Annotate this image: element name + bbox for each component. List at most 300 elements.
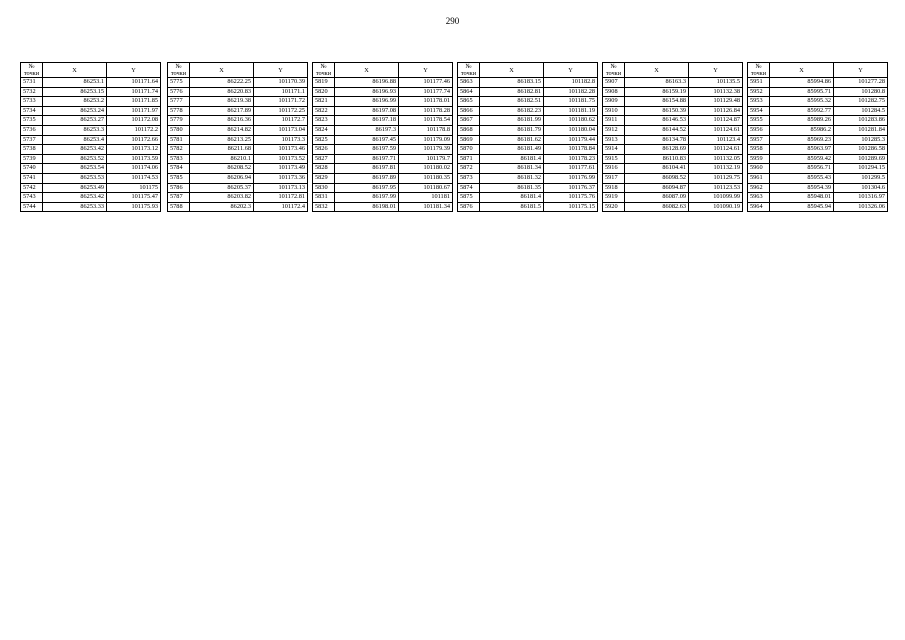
y-coordinate-cell: 101173.04 <box>254 125 308 135</box>
x-coordinate-cell: 86182.81 <box>480 87 544 97</box>
x-coordinate-cell: 86181.34 <box>480 164 544 174</box>
y-coordinate-cell: 101099.99 <box>689 193 743 203</box>
y-coordinate-cell: 101171.97 <box>107 106 161 116</box>
x-coordinate-cell: 86210.1 <box>190 154 254 164</box>
y-coordinate-cell: 101173.13 <box>254 183 308 193</box>
y-coordinate-cell: 101316.97 <box>834 193 888 203</box>
y-coordinate-cell: 101175.76 <box>544 193 598 203</box>
point-number-cell: 5785 <box>168 173 190 183</box>
y-coordinate-cell: 101299.5 <box>834 173 888 183</box>
y-coordinate-cell: 101177.61 <box>544 164 598 174</box>
table-row <box>748 135 888 145</box>
x-coordinate-cell: 85956.71 <box>770 164 834 174</box>
column-header-point-number: № точки <box>313 63 335 78</box>
point-number-cell: 5832 <box>313 202 335 212</box>
table-row <box>168 78 308 88</box>
y-coordinate-cell: 101173.46 <box>254 145 308 155</box>
y-coordinate-cell: 101174.06 <box>107 164 161 174</box>
x-coordinate-cell: 85992.77 <box>770 106 834 116</box>
y-coordinate-cell: 101180.02 <box>399 164 453 174</box>
column-header-y: Y <box>834 63 888 78</box>
x-coordinate-cell: 86253.54 <box>43 164 107 174</box>
column-header-y: Y <box>544 63 598 78</box>
table-row <box>168 87 308 97</box>
x-coordinate-cell: 85989.26 <box>770 116 834 126</box>
x-coordinate-cell: 86110.83 <box>625 154 689 164</box>
x-coordinate-cell: 86197.71 <box>335 154 399 164</box>
y-coordinate-cell: 101180.67 <box>399 183 453 193</box>
table-row <box>603 145 743 155</box>
y-coordinate-cell: 101280.8 <box>834 87 888 97</box>
y-coordinate-cell: 101283.86 <box>834 116 888 126</box>
x-coordinate-cell: 86197.95 <box>335 183 399 193</box>
y-coordinate-cell: 101171.64 <box>107 78 161 88</box>
x-coordinate-cell: 86205.37 <box>190 183 254 193</box>
point-number-cell: 5743 <box>21 193 43 203</box>
point-number-cell: 5959 <box>748 154 770 164</box>
x-coordinate-cell: 86150.39 <box>625 106 689 116</box>
table-row <box>168 154 308 164</box>
column-header-x: X <box>43 63 107 78</box>
point-number-cell: 5734 <box>21 106 43 116</box>
column-header-x: X <box>625 63 689 78</box>
x-coordinate-cell: 86253.2 <box>43 97 107 107</box>
y-coordinate-cell: 101173.59 <box>107 154 161 164</box>
x-coordinate-cell: 86197.3 <box>335 125 399 135</box>
y-coordinate-cell: 101090.19 <box>689 202 743 212</box>
table-row <box>168 164 308 174</box>
point-number-cell: 5912 <box>603 125 625 135</box>
table-row <box>458 87 598 97</box>
y-coordinate-cell: 101172.81 <box>254 193 308 203</box>
point-number-cell: 5733 <box>21 97 43 107</box>
x-coordinate-cell: 86216.36 <box>190 116 254 126</box>
table-row <box>748 183 888 193</box>
table-row <box>603 154 743 164</box>
point-number-cell: 5958 <box>748 145 770 155</box>
x-coordinate-cell: 86197.81 <box>335 164 399 174</box>
x-coordinate-cell: 86163.3 <box>625 78 689 88</box>
y-coordinate-cell: 101124.87 <box>689 116 743 126</box>
y-coordinate-cell: 101173.49 <box>254 164 308 174</box>
point-number-cell: 5783 <box>168 154 190 164</box>
table-row <box>748 154 888 164</box>
x-coordinate-cell: 85963.97 <box>770 145 834 155</box>
point-number-cell: 5775 <box>168 78 190 88</box>
y-coordinate-cell: 101126.84 <box>689 106 743 116</box>
y-coordinate-cell: 101173.36 <box>254 173 308 183</box>
y-coordinate-cell: 101174.53 <box>107 173 161 183</box>
x-coordinate-cell: 86208.52 <box>190 164 254 174</box>
x-coordinate-cell: 86253.53 <box>43 173 107 183</box>
point-number-cell: 5779 <box>168 116 190 126</box>
point-number-cell: 5956 <box>748 125 770 135</box>
x-coordinate-cell: 86253.3 <box>43 125 107 135</box>
x-coordinate-cell: 86197.18 <box>335 116 399 126</box>
y-coordinate-cell: 101179.09 <box>399 135 453 145</box>
table-row <box>313 154 453 164</box>
coordinate-tables <box>20 62 890 627</box>
x-coordinate-cell: 86181.5 <box>480 202 544 212</box>
y-coordinate-cell: 101180.62 <box>544 116 598 126</box>
table-row <box>748 145 888 155</box>
x-coordinate-cell: 86183.15 <box>480 78 544 88</box>
y-coordinate-cell: 101282.75 <box>834 97 888 107</box>
y-coordinate-cell: 101179.39 <box>399 145 453 155</box>
table-row <box>168 145 308 155</box>
point-number-cell: 5874 <box>458 183 480 193</box>
x-coordinate-cell: 85959.42 <box>770 154 834 164</box>
table-row <box>313 135 453 145</box>
table-row <box>21 87 161 97</box>
table-row <box>603 106 743 116</box>
table-row <box>313 145 453 155</box>
table-row <box>748 106 888 116</box>
x-coordinate-cell: 86217.89 <box>190 106 254 116</box>
y-coordinate-cell: 101171.85 <box>107 97 161 107</box>
coordinate-table <box>602 62 743 212</box>
point-number-cell: 5831 <box>313 193 335 203</box>
point-number-cell: 5876 <box>458 202 480 212</box>
point-number-cell: 5960 <box>748 164 770 174</box>
table-row <box>748 116 888 126</box>
y-coordinate-cell: 101285.3 <box>834 135 888 145</box>
table-row <box>603 193 743 203</box>
table-row <box>313 164 453 174</box>
point-number-cell: 5915 <box>603 154 625 164</box>
table-row <box>313 87 453 97</box>
table-row <box>458 164 598 174</box>
table-row <box>168 193 308 203</box>
x-coordinate-cell: 86219.38 <box>190 97 254 107</box>
table-row <box>168 97 308 107</box>
table-row <box>313 173 453 183</box>
point-number-cell: 5955 <box>748 116 770 126</box>
y-coordinate-cell: 101177.46 <box>399 78 453 88</box>
x-coordinate-cell: 86181.4 <box>480 193 544 203</box>
point-number-cell: 5957 <box>748 135 770 145</box>
y-coordinate-cell: 101124.61 <box>689 145 743 155</box>
point-number-cell: 5875 <box>458 193 480 203</box>
point-number-cell: 5739 <box>21 154 43 164</box>
column-header-point-number: № точки <box>748 63 770 78</box>
point-number-cell: 5777 <box>168 97 190 107</box>
point-number-cell: 5914 <box>603 145 625 155</box>
x-coordinate-cell: 86206.94 <box>190 173 254 183</box>
y-coordinate-cell: 101181.34 <box>399 202 453 212</box>
x-coordinate-cell: 86211.68 <box>190 145 254 155</box>
table-row <box>458 154 598 164</box>
y-coordinate-cell: 101277.28 <box>834 78 888 88</box>
point-number-cell: 5784 <box>168 164 190 174</box>
point-number-cell: 5823 <box>313 116 335 126</box>
point-number-cell: 5909 <box>603 97 625 107</box>
y-coordinate-cell: 101179.44 <box>544 135 598 145</box>
y-coordinate-cell: 101182.28 <box>544 87 598 97</box>
point-number-cell: 5738 <box>21 145 43 155</box>
x-coordinate-cell: 86181.35 <box>480 183 544 193</box>
point-number-cell: 5869 <box>458 135 480 145</box>
point-number-cell: 5732 <box>21 87 43 97</box>
y-coordinate-cell: 101178.23 <box>544 154 598 164</box>
point-number-cell: 5962 <box>748 183 770 193</box>
column-header-y: Y <box>399 63 453 78</box>
y-coordinate-cell: 101178.84 <box>544 145 598 155</box>
y-coordinate-cell: 101304.6 <box>834 183 888 193</box>
column-header-point-number: № точки <box>603 63 625 78</box>
y-coordinate-cell: 101172.4 <box>254 202 308 212</box>
point-number-cell: 5731 <box>21 78 43 88</box>
y-coordinate-cell: 101181.75 <box>544 97 598 107</box>
table-row <box>21 202 161 212</box>
table-row <box>603 202 743 212</box>
table-row <box>748 97 888 107</box>
x-coordinate-cell: 86181.4 <box>480 154 544 164</box>
table-row <box>21 154 161 164</box>
point-number-cell: 5822 <box>313 106 335 116</box>
table-row <box>21 183 161 193</box>
y-coordinate-cell: 101135.5 <box>689 78 743 88</box>
y-coordinate-cell: 101129.48 <box>689 97 743 107</box>
table-row <box>21 173 161 183</box>
y-coordinate-cell: 101132.05 <box>689 154 743 164</box>
point-number-cell: 5824 <box>313 125 335 135</box>
point-number-cell: 5744 <box>21 202 43 212</box>
y-coordinate-cell: 101180.35 <box>399 173 453 183</box>
y-coordinate-cell: 101284.5 <box>834 106 888 116</box>
point-number-cell: 5873 <box>458 173 480 183</box>
y-coordinate-cell: 101175.47 <box>107 193 161 203</box>
point-number-cell: 5951 <box>748 78 770 88</box>
table-row <box>603 164 743 174</box>
table-row <box>458 135 598 145</box>
x-coordinate-cell: 86222.25 <box>190 78 254 88</box>
column-header-x: X <box>770 63 834 78</box>
table-row <box>21 193 161 203</box>
point-number-cell: 5735 <box>21 116 43 126</box>
point-number-cell: 5920 <box>603 202 625 212</box>
x-coordinate-cell: 86181.49 <box>480 145 544 155</box>
table-row <box>458 97 598 107</box>
point-number-cell: 5830 <box>313 183 335 193</box>
table-row <box>168 125 308 135</box>
y-coordinate-cell: 101129.75 <box>689 173 743 183</box>
point-number-cell: 5963 <box>748 193 770 203</box>
y-coordinate-cell: 101281.84 <box>834 125 888 135</box>
point-number-cell: 5736 <box>21 125 43 135</box>
x-coordinate-cell: 86154.88 <box>625 97 689 107</box>
y-coordinate-cell: 101175.93 <box>107 202 161 212</box>
x-coordinate-cell: 85994.86 <box>770 78 834 88</box>
y-coordinate-cell: 101177.74 <box>399 87 453 97</box>
table-row <box>21 125 161 135</box>
y-coordinate-cell: 101172.66 <box>107 135 161 145</box>
y-coordinate-cell: 101173.12 <box>107 145 161 155</box>
point-number-cell: 5871 <box>458 154 480 164</box>
x-coordinate-cell: 86253.52 <box>43 154 107 164</box>
point-number-cell: 5908 <box>603 87 625 97</box>
x-coordinate-cell: 86181.62 <box>480 135 544 145</box>
table-row <box>168 116 308 126</box>
point-number-cell: 5780 <box>168 125 190 135</box>
x-coordinate-cell: 86087.09 <box>625 193 689 203</box>
table-row <box>21 106 161 116</box>
x-coordinate-cell: 86202.3 <box>190 202 254 212</box>
x-coordinate-cell: 86197.45 <box>335 135 399 145</box>
y-coordinate-cell: 101180.04 <box>544 125 598 135</box>
point-number-cell: 5781 <box>168 135 190 145</box>
y-coordinate-cell: 101171.1 <box>254 87 308 97</box>
table-row <box>458 173 598 183</box>
y-coordinate-cell: 101172.25 <box>254 106 308 116</box>
point-number-cell: 5786 <box>168 183 190 193</box>
point-number-cell: 5910 <box>603 106 625 116</box>
table-row <box>21 135 161 145</box>
point-number-cell: 5778 <box>168 106 190 116</box>
x-coordinate-cell: 86098.52 <box>625 173 689 183</box>
table-row <box>313 193 453 203</box>
y-coordinate-cell: 101289.69 <box>834 154 888 164</box>
y-coordinate-cell: 101172.2 <box>107 125 161 135</box>
x-coordinate-cell: 86253.49 <box>43 183 107 193</box>
table-row <box>168 202 308 212</box>
table-row <box>313 202 453 212</box>
y-coordinate-cell: 101178.28 <box>399 106 453 116</box>
x-coordinate-cell: 86196.93 <box>335 87 399 97</box>
column-header-point-number: № точки <box>21 63 43 78</box>
table-row <box>168 106 308 116</box>
point-number-cell: 5827 <box>313 154 335 164</box>
y-coordinate-cell: 101176.99 <box>544 173 598 183</box>
column-header-y: Y <box>689 63 743 78</box>
x-coordinate-cell: 86197.99 <box>335 193 399 203</box>
x-coordinate-cell: 85995.71 <box>770 87 834 97</box>
y-coordinate-cell: 101123.53 <box>689 183 743 193</box>
x-coordinate-cell: 85955.43 <box>770 173 834 183</box>
point-number-cell: 5828 <box>313 164 335 174</box>
y-coordinate-cell: 101179.7 <box>399 154 453 164</box>
point-number-cell: 5737 <box>21 135 43 145</box>
y-coordinate-cell: 101172.7 <box>254 116 308 126</box>
x-coordinate-cell: 86104.41 <box>625 164 689 174</box>
x-coordinate-cell: 86181.32 <box>480 173 544 183</box>
table-row <box>168 183 308 193</box>
column-header-y: Y <box>107 63 161 78</box>
x-coordinate-cell: 85995.32 <box>770 97 834 107</box>
y-coordinate-cell: 101286.58 <box>834 145 888 155</box>
table-row <box>458 116 598 126</box>
y-coordinate-cell: 101182.8 <box>544 78 598 88</box>
x-coordinate-cell: 85954.39 <box>770 183 834 193</box>
coordinate-table <box>20 62 161 212</box>
table-row <box>748 193 888 203</box>
table-row <box>458 202 598 212</box>
x-coordinate-cell: 86182.51 <box>480 97 544 107</box>
point-number-cell: 5917 <box>603 173 625 183</box>
y-coordinate-cell: 101294.15 <box>834 164 888 174</box>
table-row <box>458 125 598 135</box>
point-number-cell: 5819 <box>313 78 335 88</box>
column-header-y: Y <box>254 63 308 78</box>
point-number-cell: 5952 <box>748 87 770 97</box>
table-row <box>603 116 743 126</box>
point-number-cell: 5825 <box>313 135 335 145</box>
y-coordinate-cell: 101176.37 <box>544 183 598 193</box>
table-row <box>748 164 888 174</box>
x-coordinate-cell: 86253.24 <box>43 106 107 116</box>
point-number-cell: 5954 <box>748 106 770 116</box>
x-coordinate-cell: 86214.82 <box>190 125 254 135</box>
y-coordinate-cell: 101181.19 <box>544 106 598 116</box>
point-number-cell: 5821 <box>313 97 335 107</box>
y-coordinate-cell: 101178.8 <box>399 125 453 135</box>
point-number-cell: 5868 <box>458 125 480 135</box>
table-row <box>313 97 453 107</box>
table-row <box>748 125 888 135</box>
y-coordinate-cell: 101175.15 <box>544 202 598 212</box>
x-coordinate-cell: 85945.94 <box>770 202 834 212</box>
y-coordinate-cell: 101123.4 <box>689 135 743 145</box>
table-row <box>603 78 743 88</box>
point-number-cell: 5918 <box>603 183 625 193</box>
point-number-cell: 5742 <box>21 183 43 193</box>
x-coordinate-cell: 86094.87 <box>625 183 689 193</box>
column-header-x: X <box>480 63 544 78</box>
y-coordinate-cell: 101132.19 <box>689 164 743 174</box>
x-coordinate-cell: 86181.99 <box>480 116 544 126</box>
point-number-cell: 5916 <box>603 164 625 174</box>
table-row <box>458 145 598 155</box>
point-number-cell: 5866 <box>458 106 480 116</box>
point-number-cell: 5826 <box>313 145 335 155</box>
coordinate-table <box>457 62 598 212</box>
x-coordinate-cell: 86134.78 <box>625 135 689 145</box>
point-number-cell: 5872 <box>458 164 480 174</box>
y-coordinate-cell: 101173.3 <box>254 135 308 145</box>
point-number-cell: 5820 <box>313 87 335 97</box>
point-number-cell: 5787 <box>168 193 190 203</box>
point-number-cell: 5782 <box>168 145 190 155</box>
y-coordinate-cell: 101326.06 <box>834 202 888 212</box>
table-row <box>313 125 453 135</box>
x-coordinate-cell: 85986.2 <box>770 125 834 135</box>
coordinate-table <box>312 62 453 212</box>
x-coordinate-cell: 85969.23 <box>770 135 834 145</box>
point-number-cell: 5863 <box>458 78 480 88</box>
x-coordinate-cell: 86146.53 <box>625 116 689 126</box>
point-number-cell: 5919 <box>603 193 625 203</box>
column-header-x: X <box>335 63 399 78</box>
point-number-cell: 5911 <box>603 116 625 126</box>
point-number-cell: 5865 <box>458 97 480 107</box>
table-row <box>458 106 598 116</box>
x-coordinate-cell: 86196.99 <box>335 97 399 107</box>
y-coordinate-cell: 101172.08 <box>107 116 161 126</box>
point-number-cell: 5867 <box>458 116 480 126</box>
table-row <box>603 183 743 193</box>
x-coordinate-cell: 86197.89 <box>335 173 399 183</box>
table-row <box>313 183 453 193</box>
x-coordinate-cell: 86203.82 <box>190 193 254 203</box>
x-coordinate-cell: 86220.83 <box>190 87 254 97</box>
x-coordinate-cell: 86253.33 <box>43 202 107 212</box>
y-coordinate-cell: 101178.01 <box>399 97 453 107</box>
point-number-cell: 5961 <box>748 173 770 183</box>
table-row <box>313 78 453 88</box>
table-row <box>748 173 888 183</box>
y-coordinate-cell: 101170.39 <box>254 78 308 88</box>
table-row <box>458 183 598 193</box>
